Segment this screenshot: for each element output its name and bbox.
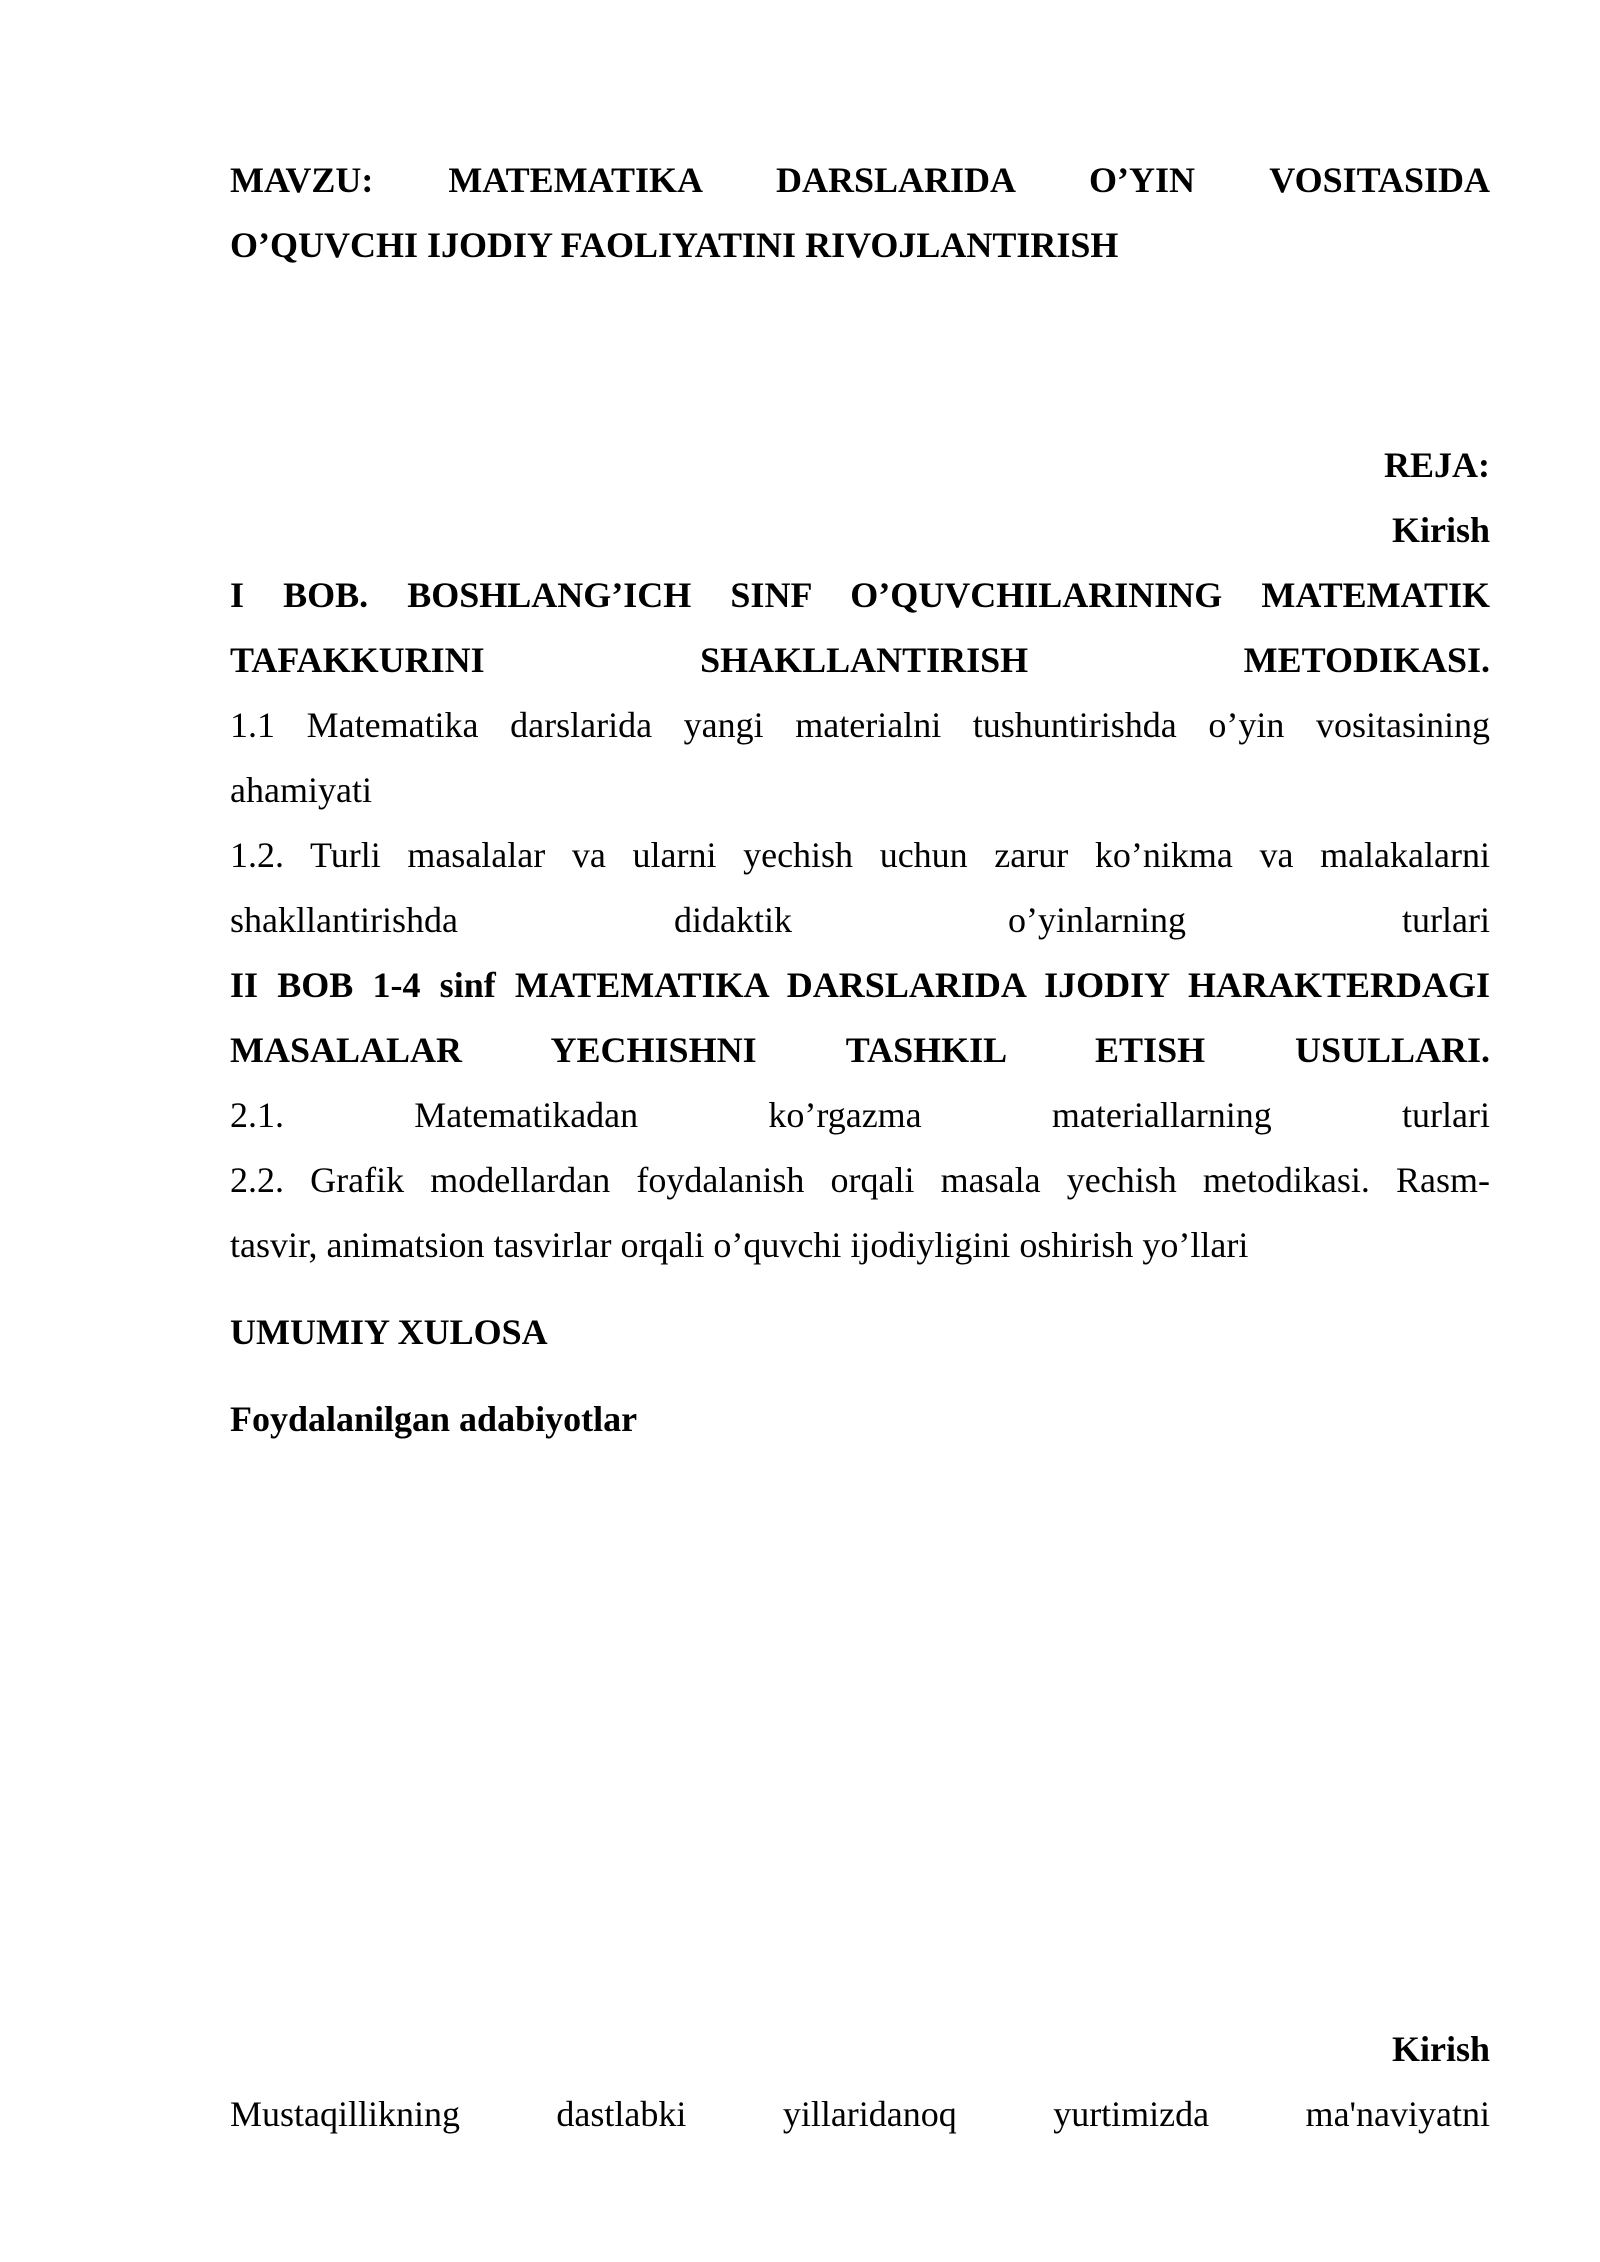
chapter-1-line-1: I BOB. BOSHLANG’ICH SINF O’QUVCHILARINING MATEMATIK (230, 575, 1490, 615)
plan-references: Foydalanilgan adabiyotlar (230, 1399, 638, 1439)
chapter-2-line-2: MASALALAR YECHISHNI TASHKIL ETISH USULLARI. (230, 1030, 1490, 1070)
item-1-1 (230, 693, 1490, 823)
item-2-2 (230, 1148, 1490, 1278)
chapter-2 (230, 953, 1490, 1083)
item-1-2-line-1: 1.2. Turli masalalar va ularni yechish uchun zarur ko’nikma va malakalarni (230, 835, 1490, 875)
plan-heading: REJA: (1384, 445, 1490, 485)
item-1-2-line-2: shakllantirishda didaktik o’yinlarning turlari (230, 900, 1490, 940)
introduction-heading: Kirish (1391, 2029, 1490, 2069)
plan-section (230, 433, 1490, 1452)
chapter-1-line-2: TAFAKKURINI SHAKLLANTIRISH METODIKASI. (230, 640, 1490, 680)
introduction-first-line: Mustaqillikning dastlabki yillaridanoq yurtimizda ma'naviyatni (230, 2094, 1490, 2134)
introduction-section (230, 2017, 1490, 2147)
plan-conclusion: UMUMIY XULOSA (230, 1312, 548, 1352)
title-line-2: O’QUVCHI IJODIY FAOLIYATINI RIVOJLANTIRISH (230, 225, 1119, 265)
item-1-1-line-1: 1.1 Matematika darslarida yangi materialni tushuntirishda o’yin vositasining (230, 705, 1490, 745)
chapter-1 (230, 563, 1490, 693)
document-title (230, 148, 1490, 278)
plan-intro: Kirish (1391, 510, 1490, 550)
chapter-2-line-1: II BOB 1-4 sinf MATEMATIKA DARSLARIDA IJODIY HARAKTERDAGI (230, 965, 1490, 1005)
document-page (230, 148, 1490, 2147)
item-2-2-line-2: tasvir, animatsion tasvirlar orqali o’quvchi ijodiyligini oshirish yo’llari (230, 1225, 1249, 1265)
item-2-1: 2.1. Matematikadan ko’rgazma materiallarning turlari (230, 1095, 1490, 1135)
item-2-2-line-1: 2.2. Grafik modellardan foydalanish orqali masala yechish metodikasi. Rasm- (230, 1160, 1490, 1200)
title-line-1: MAVZU: MATEMATIKA DARSLARIDA O’YIN VOSITASIDA (230, 160, 1490, 200)
item-1-2 (230, 823, 1490, 953)
item-1-1-line-2: ahamiyati (230, 770, 372, 810)
